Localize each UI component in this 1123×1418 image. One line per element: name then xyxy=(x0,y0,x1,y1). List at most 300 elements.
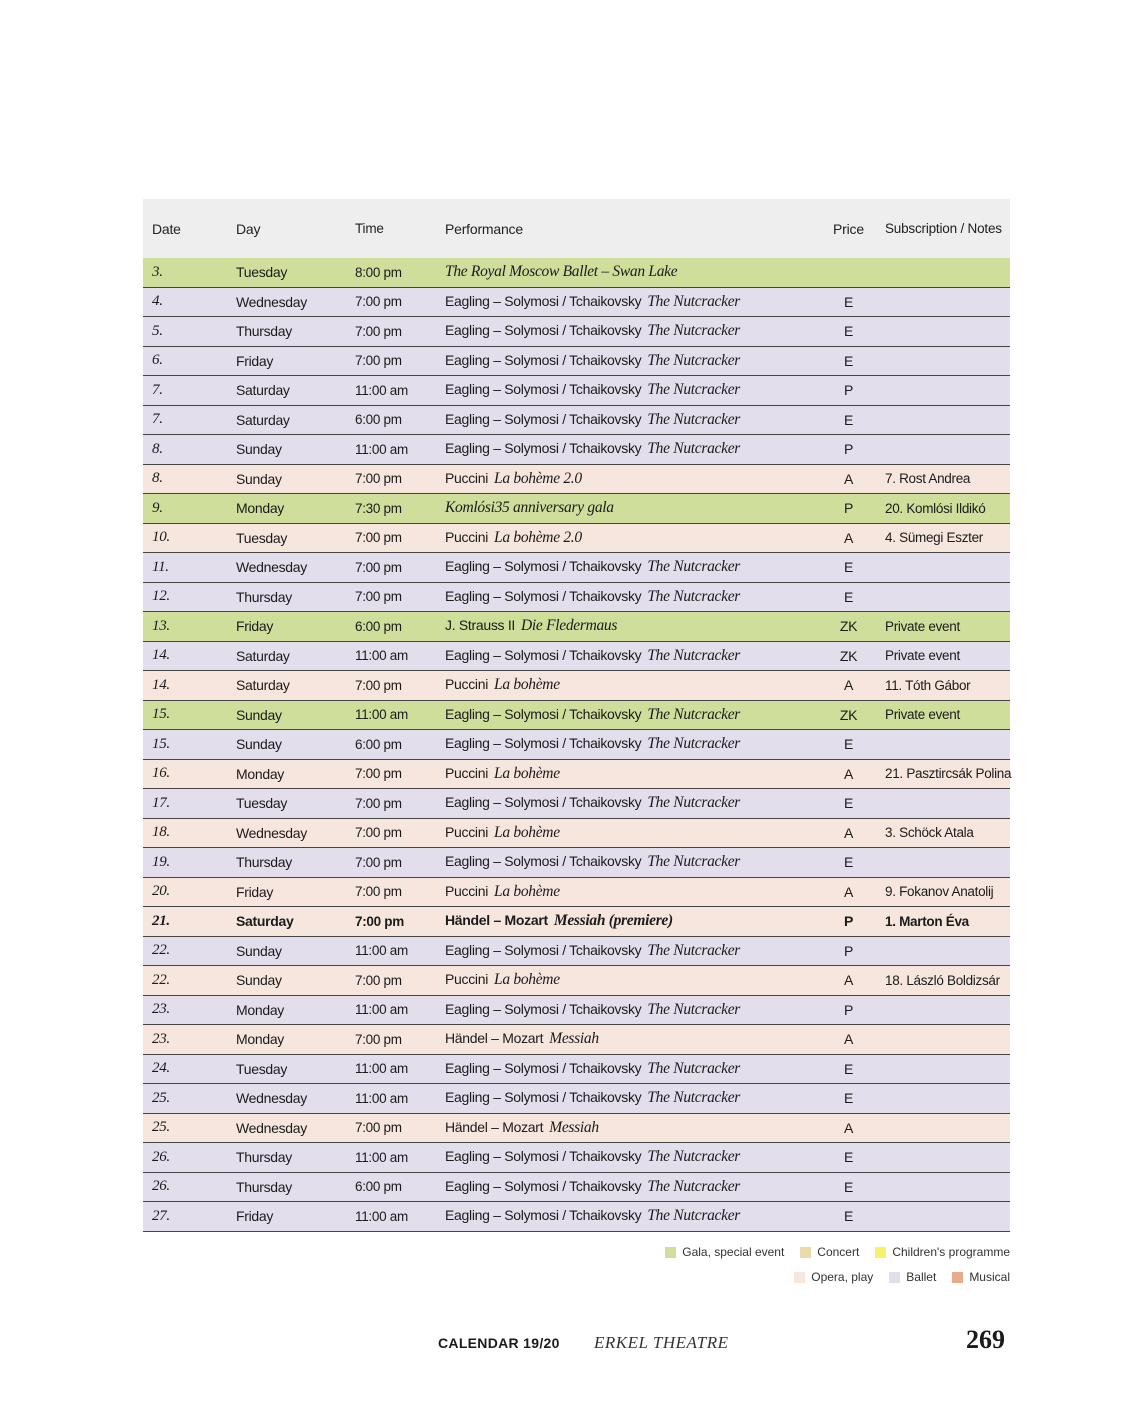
performance-title: La bohème xyxy=(494,764,560,782)
cell-performance xyxy=(435,647,830,665)
cell-day: Saturday xyxy=(236,382,290,399)
performance-author: Eagling – Solymosi / Tchaikovsky xyxy=(445,1000,642,1017)
cell-time: 7:00 pm xyxy=(355,795,402,811)
performance-title: The Nutcracker xyxy=(647,1059,741,1077)
cell-price: E xyxy=(843,1208,854,1225)
cell-date: 22. xyxy=(152,971,170,988)
cell-price: P xyxy=(843,1001,854,1018)
cell-time: 11:00 am xyxy=(355,382,408,398)
cell-performance xyxy=(435,1001,830,1019)
header-notes: Subscription / Notes xyxy=(885,221,1002,236)
cell-price: E xyxy=(843,411,854,428)
performance-author: Eagling – Solymosi / Tchaikovsky xyxy=(445,587,642,604)
cell-day: Tuesday xyxy=(236,795,288,812)
cell-price: A xyxy=(843,824,854,841)
performance-author: Eagling – Solymosi / Tchaikovsky xyxy=(445,381,642,398)
table-row xyxy=(143,848,1010,878)
cell-day: Sunday xyxy=(236,441,282,458)
table-row xyxy=(143,819,1010,849)
cell-date: 27. xyxy=(152,1207,170,1224)
cell-price: E xyxy=(843,293,854,310)
cell-price: P xyxy=(843,500,854,517)
legend-item xyxy=(875,1245,1010,1259)
legend-label: Gala, special event xyxy=(682,1245,785,1259)
cell-date: 18. xyxy=(152,824,170,841)
cell-performance xyxy=(435,558,830,576)
cell-date: 14. xyxy=(152,676,170,693)
legend-row-2 xyxy=(794,1270,1010,1284)
cell-date: 11. xyxy=(152,558,169,575)
cell-time: 7:00 pm xyxy=(355,972,402,988)
performance-author: Händel – Mozart xyxy=(445,912,548,929)
table-body xyxy=(143,258,1010,1232)
table-row xyxy=(143,465,1010,495)
cell-time: 8:00 pm xyxy=(355,264,402,280)
legend-label: Ballet xyxy=(906,1270,937,1284)
cell-date: 6. xyxy=(152,352,163,369)
cell-day: Thursday xyxy=(236,1149,292,1166)
legend-label: Children's programme xyxy=(892,1245,1010,1259)
cell-price: A xyxy=(843,677,854,694)
cell-time: 7:00 pm xyxy=(355,677,402,693)
table-row xyxy=(143,907,1010,937)
cell-day: Wednesday xyxy=(236,293,307,310)
cell-performance xyxy=(435,293,830,311)
cell-performance xyxy=(435,853,830,871)
legend-swatch xyxy=(800,1247,811,1258)
cell-date: 15. xyxy=(152,735,170,752)
cell-date: 8. xyxy=(152,440,163,457)
performance-title: Messiah xyxy=(549,1030,599,1048)
cell-time: 7:00 pm xyxy=(355,530,402,546)
cell-day: Wednesday xyxy=(236,824,307,841)
table-row xyxy=(143,966,1010,996)
performance-title: The Nutcracker xyxy=(647,853,741,871)
cell-date: 16. xyxy=(152,765,170,782)
table-row xyxy=(143,760,1010,790)
cell-performance xyxy=(435,883,830,901)
cell-day: Sunday xyxy=(236,470,282,487)
cell-price: P xyxy=(843,942,854,959)
cell-day: Tuesday xyxy=(236,1060,288,1077)
table-row xyxy=(143,435,1010,465)
table-row xyxy=(143,789,1010,819)
legend-row-1 xyxy=(665,1245,1010,1259)
cell-price: A xyxy=(843,470,854,487)
performance-author: Eagling – Solymosi / Tchaikovsky xyxy=(445,794,642,811)
table-row xyxy=(143,1055,1010,1085)
cell-date: 26. xyxy=(152,1178,170,1195)
cell-time: 11:00 am xyxy=(355,1002,408,1018)
cell-time: 11:00 am xyxy=(355,1061,408,1077)
performance-title: The Nutcracker xyxy=(647,705,741,723)
performance-title: The Nutcracker xyxy=(647,735,741,753)
cell-performance xyxy=(435,588,830,606)
performance-title: The Royal Moscow Ballet – Swan Lake xyxy=(445,263,678,281)
cell-performance xyxy=(435,529,830,547)
performance-title: The Nutcracker xyxy=(647,1177,741,1195)
cell-performance xyxy=(435,765,830,783)
cell-performance xyxy=(435,676,830,694)
cell-performance xyxy=(435,440,830,458)
cell-date: 14. xyxy=(152,647,170,664)
performance-author: Eagling – Solymosi / Tchaikovsky xyxy=(445,646,642,663)
cell-time: 6:00 pm xyxy=(355,618,402,634)
cell-day: Friday xyxy=(236,352,274,369)
cell-day: Saturday xyxy=(236,677,290,694)
footer-theatre-name: ERKEL THEATRE xyxy=(594,1333,729,1352)
cell-price: E xyxy=(843,323,854,340)
cell-time: 7:00 pm xyxy=(355,1120,402,1136)
performance-title: La bohème xyxy=(494,676,560,694)
legend-item xyxy=(665,1245,784,1259)
performance-author: Eagling – Solymosi / Tchaikovsky xyxy=(445,941,642,958)
performance-author: Puccini xyxy=(445,528,489,545)
cell-day: Tuesday xyxy=(236,529,288,546)
performance-author: Eagling – Solymosi / Tchaikovsky xyxy=(445,735,642,752)
page-number: 269 xyxy=(966,1325,1005,1354)
performance-author: Eagling – Solymosi / Tchaikovsky xyxy=(445,292,642,309)
cell-performance xyxy=(435,1178,830,1196)
cell-price: E xyxy=(843,795,854,812)
cell-time: 11:00 am xyxy=(355,1208,408,1224)
cell-notes: 18. László Boldizsár xyxy=(885,972,1000,988)
performance-author: Eagling – Solymosi / Tchaikovsky xyxy=(445,322,642,339)
performance-author: Eagling – Solymosi / Tchaikovsky xyxy=(445,1207,642,1224)
cell-date: 15. xyxy=(152,706,170,723)
cell-day: Thursday xyxy=(236,1178,292,1195)
cell-day: Wednesday xyxy=(236,559,307,576)
cell-date: 20. xyxy=(152,883,170,900)
cell-date: 22. xyxy=(152,942,170,959)
performance-title: The Nutcracker xyxy=(647,292,741,310)
performance-title: The Nutcracker xyxy=(647,558,741,576)
legend-item xyxy=(952,1270,1010,1284)
cell-notes: Private event xyxy=(885,648,960,664)
header-date: Date xyxy=(152,220,181,237)
cell-performance xyxy=(435,706,830,724)
table-row xyxy=(143,878,1010,908)
performance-title: Die Fledermaus xyxy=(521,617,618,635)
cell-day: Monday xyxy=(236,765,285,782)
cell-price: E xyxy=(843,1090,854,1107)
cell-performance xyxy=(435,352,830,370)
table-row xyxy=(143,612,1010,642)
cell-time: 7:00 pm xyxy=(355,884,402,900)
cell-performance xyxy=(435,263,830,281)
legend-swatch xyxy=(875,1247,886,1258)
performance-title: The Nutcracker xyxy=(647,587,741,605)
cell-performance xyxy=(435,971,830,989)
table-row xyxy=(143,730,1010,760)
cell-notes: 20. Komlósi Ildikó xyxy=(885,500,986,516)
cell-date: 3. xyxy=(152,263,163,280)
table-row xyxy=(143,376,1010,406)
cell-day: Sunday xyxy=(236,736,282,753)
table-row xyxy=(143,996,1010,1026)
performance-author: Eagling – Solymosi / Tchaikovsky xyxy=(445,1148,642,1165)
cell-day: Saturday xyxy=(236,913,294,930)
footer-calendar-label: CALENDAR 19/20 xyxy=(438,1335,560,1351)
cell-time: 11:00 am xyxy=(355,707,408,723)
cell-price: P xyxy=(843,382,854,399)
cell-date: 17. xyxy=(152,794,170,811)
table-row xyxy=(143,1143,1010,1173)
cell-time: 7:00 pm xyxy=(355,913,404,929)
legend-item xyxy=(800,1245,859,1259)
cell-day: Monday xyxy=(236,500,285,517)
cell-day: Thursday xyxy=(236,588,292,605)
cell-notes: 7. Rost Andrea xyxy=(885,471,971,487)
cell-performance xyxy=(435,1030,830,1048)
legend-item xyxy=(889,1270,936,1284)
performance-title: The Nutcracker xyxy=(647,1207,741,1225)
cell-time: 11:00 am xyxy=(355,943,408,959)
performance-author: Eagling – Solymosi / Tchaikovsky xyxy=(445,1059,642,1076)
table-row xyxy=(143,553,1010,583)
cell-time: 7:30 pm xyxy=(355,500,402,516)
performance-title: Messiah (premiere) xyxy=(553,912,673,930)
cell-date: 23. xyxy=(152,1001,170,1018)
performance-title: Komlósi35 anniversary gala xyxy=(445,499,614,517)
cell-day: Thursday xyxy=(236,323,292,340)
performance-author: Puccini xyxy=(445,882,489,899)
cell-time: 7:00 pm xyxy=(355,559,402,575)
cell-time: 7:00 pm xyxy=(355,766,402,782)
performance-title: La bohème 2.0 xyxy=(494,528,582,546)
cell-date: 19. xyxy=(152,853,170,870)
header-performance: Performance xyxy=(445,220,523,237)
cell-notes: 3. Schöck Atala xyxy=(885,825,974,841)
table-row xyxy=(143,937,1010,967)
cell-price: E xyxy=(843,588,854,605)
performance-title: The Nutcracker xyxy=(647,646,741,664)
cell-day: Friday xyxy=(236,618,274,635)
performance-author: Puccini xyxy=(445,971,489,988)
cell-day: Saturday xyxy=(236,411,290,428)
cell-date: 24. xyxy=(152,1060,170,1077)
cell-date: 5. xyxy=(152,322,163,339)
cell-performance xyxy=(435,617,830,635)
cell-notes: 21. Pasztircsák Polina xyxy=(885,766,1012,782)
cell-performance xyxy=(435,794,830,812)
performance-author: Eagling – Solymosi / Tchaikovsky xyxy=(445,1177,642,1194)
table-row xyxy=(143,1173,1010,1203)
table-row xyxy=(143,524,1010,554)
legend-swatch xyxy=(794,1272,805,1283)
cell-performance xyxy=(435,912,830,930)
calendar-table xyxy=(143,199,1010,1232)
cell-notes: 1. Marton Éva xyxy=(885,913,969,929)
cell-date: 8. xyxy=(152,470,163,487)
cell-price: E xyxy=(843,1149,854,1166)
table-row xyxy=(143,1025,1010,1055)
table-row xyxy=(143,347,1010,377)
cell-time: 6:00 pm xyxy=(355,736,402,752)
performance-author: Händel – Mozart xyxy=(445,1118,544,1135)
cell-date: 12. xyxy=(152,588,170,605)
cell-performance xyxy=(435,1089,830,1107)
cell-notes: Private event xyxy=(885,707,960,723)
performance-author: Eagling – Solymosi / Tchaikovsky xyxy=(445,705,642,722)
performance-title: The Nutcracker xyxy=(647,1089,741,1107)
table-row xyxy=(143,1084,1010,1114)
cell-date: 23. xyxy=(152,1030,170,1047)
cell-time: 6:00 pm xyxy=(355,1179,402,1195)
header-day: Day xyxy=(236,220,261,237)
cell-price: E xyxy=(843,559,854,576)
performance-author: Eagling – Solymosi / Tchaikovsky xyxy=(445,1089,642,1106)
cell-performance xyxy=(435,411,830,429)
performance-title: The Nutcracker xyxy=(647,351,741,369)
table-row xyxy=(143,494,1010,524)
cell-date: 4. xyxy=(152,293,163,310)
legend-swatch xyxy=(889,1272,900,1283)
cell-price: E xyxy=(843,1060,854,1077)
table-row xyxy=(143,1114,1010,1144)
performance-title: The Nutcracker xyxy=(647,794,741,812)
performance-author: Puccini xyxy=(445,764,489,781)
performance-title: The Nutcracker xyxy=(647,1000,741,1018)
cell-price: E xyxy=(843,736,854,753)
table-row xyxy=(143,583,1010,613)
cell-day: Friday xyxy=(236,883,274,900)
cell-day: Wednesday xyxy=(236,1090,307,1107)
performance-author: Puccini xyxy=(445,676,489,693)
performance-author: Eagling – Solymosi / Tchaikovsky xyxy=(445,853,642,870)
performance-author: Puccini xyxy=(445,823,489,840)
legend-swatch xyxy=(952,1272,963,1283)
performance-author: Puccini xyxy=(445,469,489,486)
cell-day: Tuesday xyxy=(236,264,288,281)
cell-performance xyxy=(435,381,830,399)
table-row xyxy=(143,317,1010,347)
table-row xyxy=(143,1202,1010,1232)
performance-title: The Nutcracker xyxy=(647,322,741,340)
cell-performance xyxy=(435,1207,830,1225)
cell-date: 26. xyxy=(152,1148,170,1165)
performance-author: Händel – Mozart xyxy=(445,1030,544,1047)
cell-time: 7:00 pm xyxy=(355,294,402,310)
performance-title: Messiah xyxy=(549,1118,599,1136)
performance-title: La bohème 2.0 xyxy=(494,469,582,487)
performance-title: The Nutcracker xyxy=(647,941,741,959)
table-row xyxy=(143,406,1010,436)
header-time: Time xyxy=(355,221,384,236)
legend-label: Concert xyxy=(817,1245,860,1259)
cell-notes: Private event xyxy=(885,618,960,634)
cell-notes: 11. Tóth Gábor xyxy=(885,677,971,693)
cell-day: Thursday xyxy=(236,854,292,871)
performance-title: The Nutcracker xyxy=(647,410,741,428)
cell-notes: 4. Sümegi Eszter xyxy=(885,530,983,546)
cell-time: 7:00 pm xyxy=(355,1031,402,1047)
cell-date: 10. xyxy=(152,529,170,546)
cell-performance xyxy=(435,470,830,488)
performance-author: J. Strauss II xyxy=(445,617,516,634)
cell-day: Sunday xyxy=(236,706,282,723)
table-row xyxy=(143,288,1010,318)
cell-date: 13. xyxy=(152,617,170,634)
cell-time: 11:00 am xyxy=(355,1149,408,1165)
legend-item xyxy=(794,1270,873,1284)
cell-performance xyxy=(435,735,830,753)
cell-performance xyxy=(435,824,830,842)
cell-time: 7:00 pm xyxy=(355,589,402,605)
cell-performance xyxy=(435,942,830,960)
table-header xyxy=(143,199,1010,258)
table-row xyxy=(143,671,1010,701)
performance-author: Eagling – Solymosi / Tchaikovsky xyxy=(445,440,642,457)
cell-day: Friday xyxy=(236,1208,274,1225)
cell-price: A xyxy=(843,883,854,900)
cell-day: Monday xyxy=(236,1001,285,1018)
performance-author: Eagling – Solymosi / Tchaikovsky xyxy=(445,410,642,427)
performance-author: Eagling – Solymosi / Tchaikovsky xyxy=(445,351,642,368)
cell-date: 25. xyxy=(152,1089,170,1106)
cell-time: 7:00 pm xyxy=(355,353,402,369)
performance-author: Eagling – Solymosi / Tchaikovsky xyxy=(445,558,642,575)
cell-price: P xyxy=(843,441,854,458)
cell-performance xyxy=(435,1119,830,1137)
performance-title: The Nutcracker xyxy=(647,440,741,458)
table-row xyxy=(143,701,1010,731)
cell-price: ZK xyxy=(839,618,858,635)
performance-title: La bohème xyxy=(494,971,560,989)
cell-time: 11:00 am xyxy=(355,441,408,457)
cell-performance xyxy=(435,499,830,517)
cell-price: A xyxy=(843,765,854,782)
cell-date: 25. xyxy=(152,1119,170,1136)
cell-price: A xyxy=(843,1031,854,1048)
cell-date: 7. xyxy=(152,411,163,428)
cell-performance xyxy=(435,322,830,340)
cell-price: ZK xyxy=(839,706,858,723)
table-row xyxy=(143,642,1010,672)
cell-date: 7. xyxy=(152,381,163,398)
cell-price: A xyxy=(843,529,854,546)
cell-price: ZK xyxy=(839,647,858,664)
cell-time: 7:00 pm xyxy=(355,323,402,339)
performance-title: La bohème xyxy=(494,823,560,841)
cell-price: E xyxy=(843,1178,854,1195)
cell-time: 7:00 pm xyxy=(355,825,402,841)
cell-day: Sunday xyxy=(236,972,282,989)
cell-price: P xyxy=(843,913,854,930)
cell-price: E xyxy=(843,854,854,871)
legend-label: Opera, play xyxy=(811,1270,874,1284)
cell-time: 11:00 am xyxy=(355,648,408,664)
cell-time: 11:00 am xyxy=(355,1090,408,1106)
cell-price: A xyxy=(843,972,854,989)
cell-performance xyxy=(435,1060,830,1078)
legend-label: Musical xyxy=(969,1270,1010,1284)
cell-date: 21. xyxy=(152,912,170,929)
header-price: Price xyxy=(833,220,864,237)
cell-day: Saturday xyxy=(236,647,290,664)
cell-time: 7:00 pm xyxy=(355,854,402,870)
cell-date: 9. xyxy=(152,499,163,516)
cell-price: E xyxy=(843,352,854,369)
performance-title: La bohème xyxy=(494,882,560,900)
cell-day: Monday xyxy=(236,1031,285,1048)
cell-day: Wednesday xyxy=(236,1119,307,1136)
table-row xyxy=(143,258,1010,288)
cell-performance xyxy=(435,1148,830,1166)
legend-swatch xyxy=(665,1247,676,1258)
cell-price: A xyxy=(843,1119,854,1136)
cell-time: 7:00 pm xyxy=(355,471,402,487)
